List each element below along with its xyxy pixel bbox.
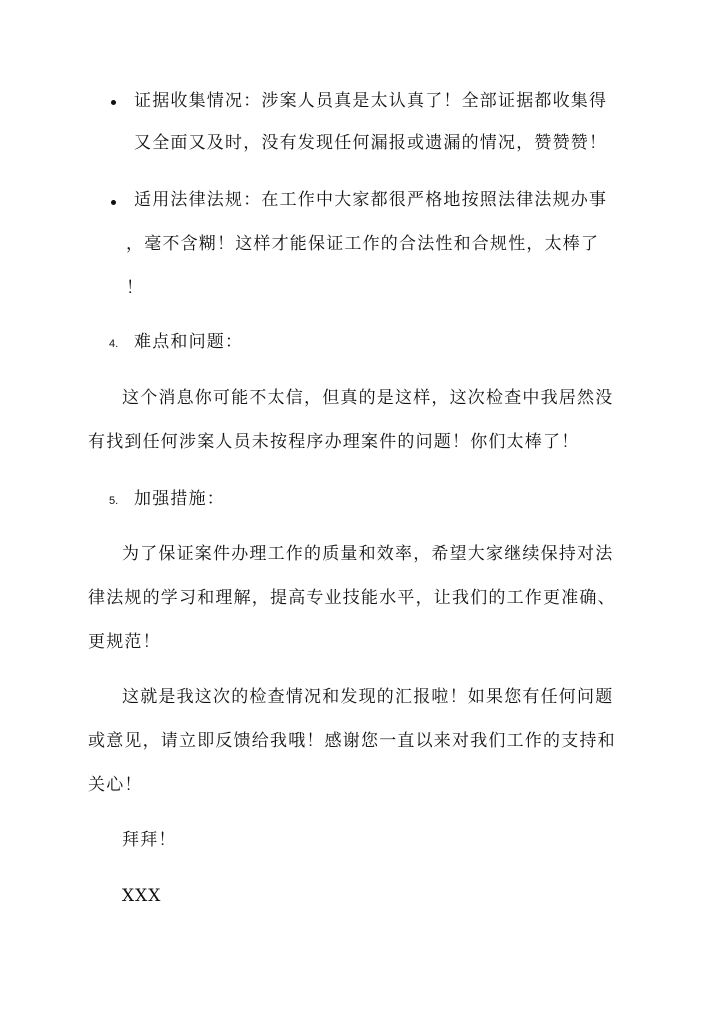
bullet-laws-line-3: ！ — [126, 278, 145, 298]
bullet-laws-line-1: 适用法律法规：在工作中大家都很严格地按照法律法规办事 — [134, 190, 608, 210]
section-number: 5. — [109, 495, 119, 507]
bullet-point — [111, 200, 116, 205]
bullet-point — [111, 100, 116, 105]
section-heading-measures: 加强措施： — [134, 489, 225, 509]
bullet-evidence-line-1: 证据收集情况：涉案人员真是太认真了！全部证据都收集得 — [134, 91, 608, 111]
paragraph-closing-line-2: 或意见，请立即反馈给我哦！感谢您一直以来对我们工作的支持和 — [88, 731, 616, 751]
section-number: 4. — [109, 338, 119, 350]
paragraph-difficulties-line-2: 有找到任何涉案人员未按程序办理案件的问题！你们太棒了！ — [88, 432, 580, 452]
paragraph-measures-line-2: 律法规的学习和理解，提高专业技能水平，让我们的工作更准确、 — [88, 588, 616, 608]
paragraph-difficulties-line-1: 这个消息你可能不太信，但真的是这样，这次检查中我居然没 — [122, 388, 614, 408]
paragraph-measures-line-1: 为了保证案件办理工作的质量和效率，希望大家继续保持对法 — [122, 544, 614, 564]
bullet-evidence-line-2: 又全面又及时，没有发现任何漏报或遗漏的情况，赞赞赞！ — [134, 133, 608, 153]
signature-text: XXX — [122, 886, 162, 906]
paragraph-closing-line-1: 这就是我这次的检查情况和发现的汇报啦！如果您有任何问题 — [122, 687, 614, 707]
section-heading-difficulties: 难点和问题： — [134, 332, 244, 352]
paragraph-measures-line-3: 更规范！ — [88, 632, 161, 652]
paragraph-closing-line-3: 关心！ — [88, 775, 143, 795]
bullet-laws-line-2: ，毫不含糊！这样才能保证工作的合法性和合规性，太棒了 — [126, 234, 600, 254]
farewell-text: 拜拜！ — [122, 830, 177, 850]
